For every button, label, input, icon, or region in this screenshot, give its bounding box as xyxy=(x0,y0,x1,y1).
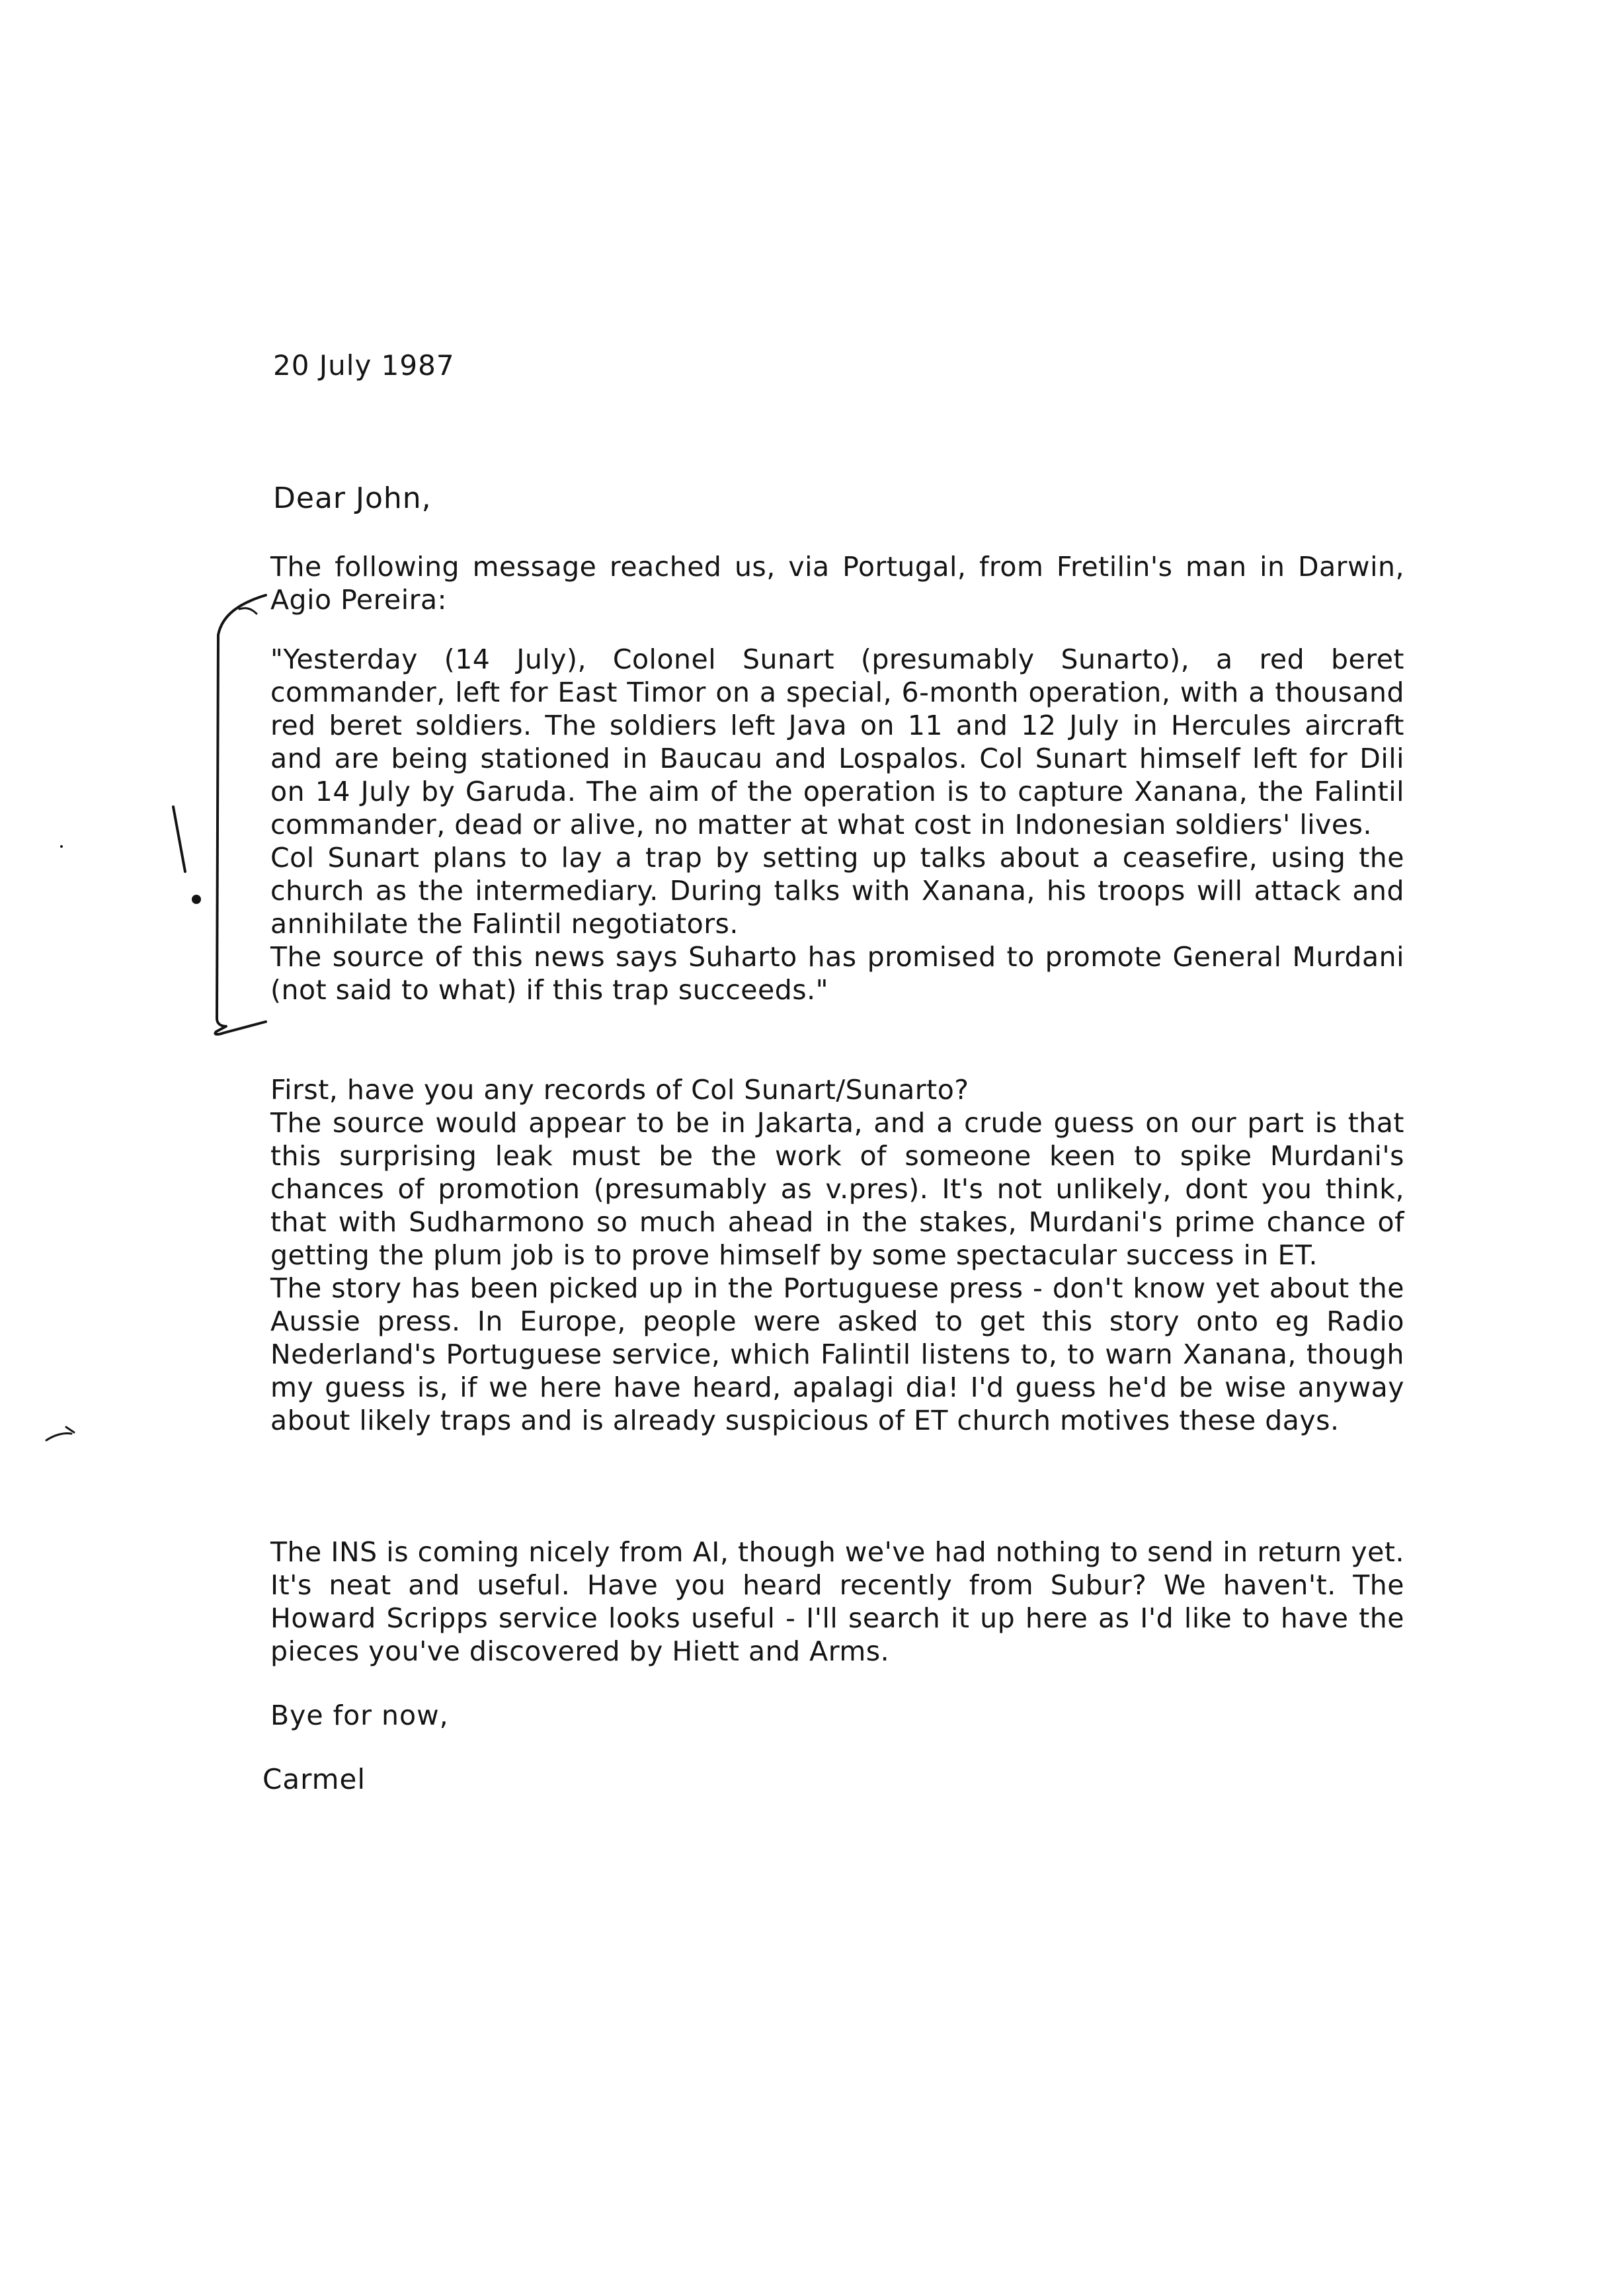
ins-text: The INS is coming nicely from AI, though we've had nothing to send in return yet. It's neat and useful. Have you heard recently from Subur? We haven't. The Howard Scripps service looks useful - I'll search it up here as I'd like to have the pieces you've discovered by Hiett and Arms. xyxy=(270,1536,1404,1667)
quote-paragraph-1: "Yesterday (14 July), Colonel Sunart (presumably Sunarto), a red beret commander, left for East Timor on a special, 6-month operation, with a thousand red beret soldiers. The soldiers left Java on 11 and 12 July in Hercules aircraft and are being stationed in Baucau and Lospalos. Col Sunart himself left for Dili on 14 July by Garuda. The aim of the operation is to capture Xanana, the Falintil commander, dead or alive, no matter at what cost in Indonesian soldiers' lives. xyxy=(270,643,1404,840)
discussion-section xyxy=(270,1073,1404,1437)
quote-paragraph-2: Col Sunart plans to lay a trap by setting up talks about a ceasefire, using the church as the intermediary. During talks with Xanana, his troops will attack and annihilate the Falintil negotiators. xyxy=(270,842,1404,940)
margin-dot xyxy=(192,895,201,904)
quote-paragraph-3: The source of this news says Suharto has promised to promote General Murdani (not said to what) if this trap succeeds." xyxy=(270,941,1404,1006)
margin-slash-mark xyxy=(173,807,185,872)
salutation: Dear John, xyxy=(273,481,432,515)
signature: Carmel xyxy=(262,1763,366,1795)
discussion-paragraph-3: The story has been picked up in the Portuguese press - don't know yet about the Aussie press. In Europe, people were asked to get this story onto eg Radio Nederland's Portuguese service, which Falintil listens to, to warn Xanana, though my guess is, if we here have heard, apalagi dia! I'd guess he'd be wise anyway about likely traps and is already suspicious of ET church motives these days. xyxy=(270,1272,1404,1436)
margin-bracket xyxy=(215,595,266,1034)
ins-paragraph xyxy=(270,1536,1404,1668)
intro-paragraph xyxy=(270,550,1404,616)
quoted-message xyxy=(270,643,1404,1006)
discussion-paragraph-2: The source would appear to be in Jakarta, and a crude guess on our part is that this surprising leak must be the work of someone keen to spike Murdani's chances of promotion (presumably as v.pres). It's not unlikely, dont you think, that with Sudharmono so much ahead in the stakes, Murdani's prime chance of getting the plum job is to prove himself by some spectacular success in ET. xyxy=(270,1107,1404,1271)
discussion-paragraph-1: First, have you any records of Col Sunart/Sunarto? xyxy=(270,1074,969,1106)
closing-line: Bye for now, xyxy=(270,1700,449,1731)
letter-date: 20 July 1987 xyxy=(273,349,455,382)
speck-mark xyxy=(60,845,63,848)
bracket-top-hook xyxy=(239,608,257,614)
stray-mark xyxy=(46,1427,74,1440)
intro-text: The following message reached us, via Portugal, from Fretilin's man in Darwin, Agio Pereira: xyxy=(270,551,1404,616)
